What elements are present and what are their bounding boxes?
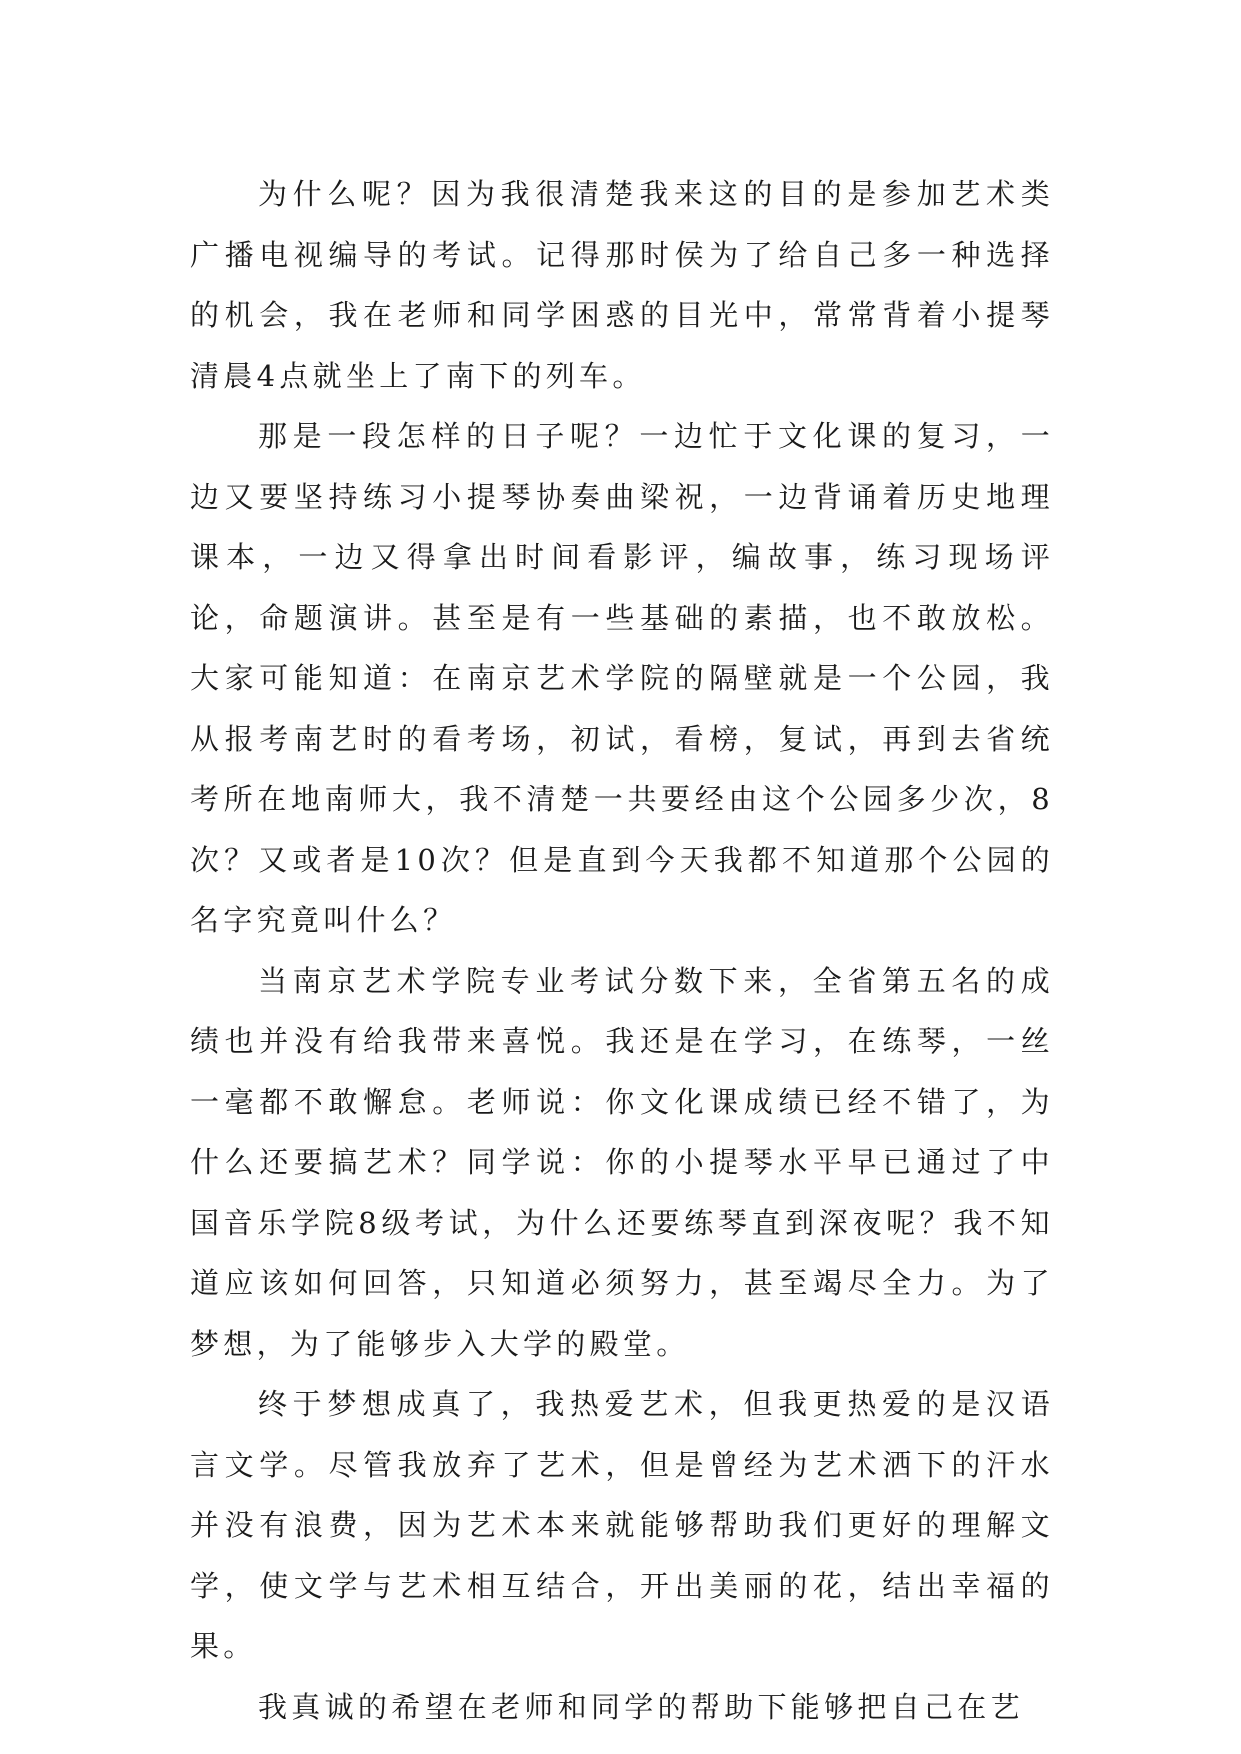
paragraph: 当南京艺术学院专业考试分数下来，全省第五名的成绩也并没有给我带来喜悦。我还是在学习，在练琴，一丝一毫都不敢懈怠。老师说：你文化课成绩已经不错了，为什么还要搞艺术？同学说：你的小提琴水平早已通过了中国音乐学院8级考试，为什么还要练琴直到深夜呢？我不知道应该如何回答，只知道必须努力，甚至竭尽全力。为了梦想，为了能够步入大学的殿堂。 bbox=[190, 963, 1054, 1361]
paragraph: 我真诚的希望在老师和同学的帮助下能够把自己在艺 bbox=[258, 1689, 1024, 1724]
paragraph: 为什么呢？因为我很清楚我来这的目的是参加艺术类广播电视编导的考试。记得那时侯为了给自己多一种选择的机会，我在老师和同学困惑的目光中，常常背着小提琴清晨4点就坐上了南下的列车。 bbox=[190, 177, 1054, 393]
document-body bbox=[190, 164, 1054, 1737]
paragraph: 那是一段怎样的日子呢？一边忙于文化课的复习，一边又要坚持练习小提琴协奏曲梁祝，一边背诵着历史地理课本，一边又得拿出时间看影评，编故事，练习现场评论，命题演讲。甚至是有一些基础的素描，也不敢放松。大家可能知道：在南京艺术学院的隔壁就是一个公园，我从报考南艺时的看考场，初试，看榜，复试，再到去省统考所在地南师大，我不清楚一共要经由这个公园多少次，8次？又或者是10次？但是直到今天我都不知道那个公园的名字究竟叫什么？ bbox=[190, 419, 1054, 937]
paragraph: 终于梦想成真了，我热爱艺术，但我更热爱的是汉语言文学。尽管我放弃了艺术，但是曾经为艺术洒下的汗水并没有浪费，因为艺术本来就能够帮助我们更好的理解文学，使文学与艺术相互结合，开出美丽的花，结出幸福的果。 bbox=[190, 1387, 1054, 1663]
